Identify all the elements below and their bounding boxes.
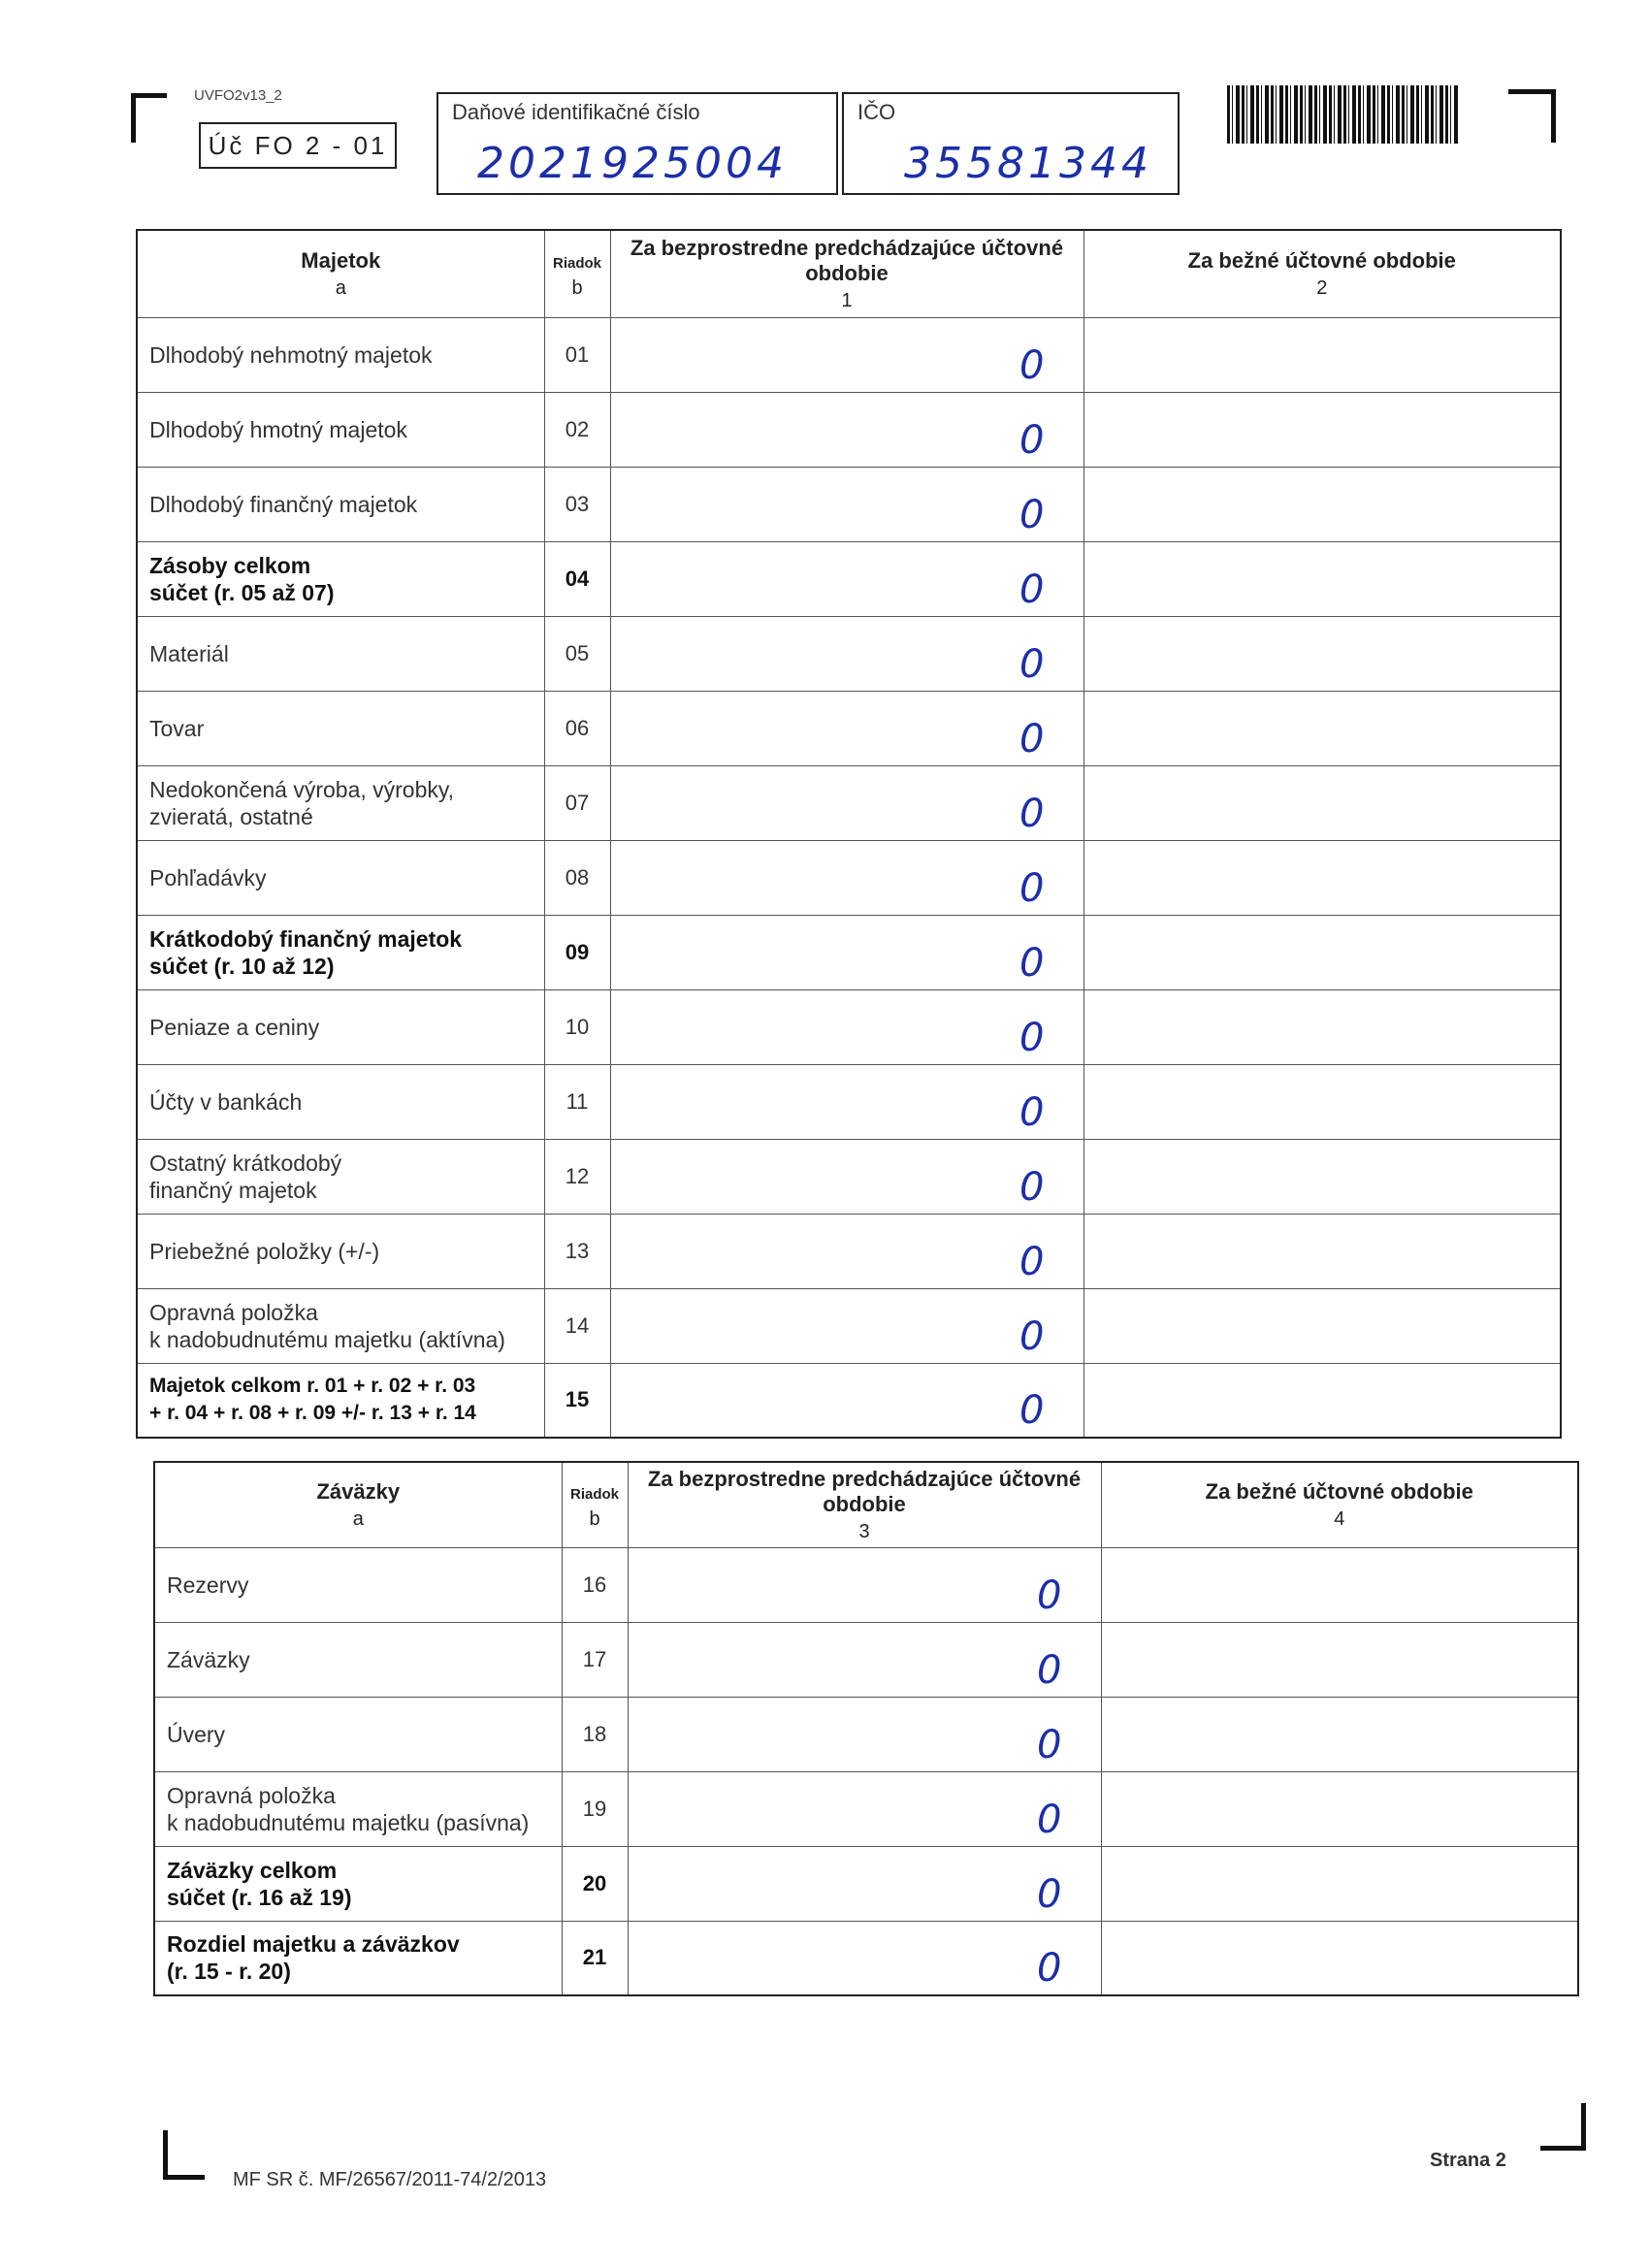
- row-code: 02: [544, 392, 610, 467]
- row-label: Opravná položka k nadobudnutému majetku (aktívna): [137, 1288, 544, 1363]
- prev-value-cell[interactable]: [610, 616, 1083, 691]
- dic-box: [436, 92, 838, 195]
- barcode: [1227, 85, 1460, 144]
- prev-value: 0: [1019, 865, 1045, 911]
- table-row: [137, 1288, 1561, 1363]
- ico-value: 35581344: [904, 139, 1152, 188]
- row-code: 06: [544, 691, 610, 765]
- prev-value-cell[interactable]: [610, 1064, 1083, 1139]
- dic-value: 2021925004: [477, 139, 788, 188]
- prev-value-cell[interactable]: [610, 840, 1083, 915]
- curr-value-cell[interactable]: [1083, 392, 1561, 467]
- row-label: Peniaze a ceniny: [137, 989, 544, 1064]
- liabilities-header-row: [154, 1462, 1578, 1547]
- table-row: [137, 392, 1561, 467]
- prev-value-cell[interactable]: [610, 1288, 1083, 1363]
- row-label: Dlhodobý finančný majetok: [137, 467, 544, 541]
- prev-value-cell[interactable]: [610, 1214, 1083, 1288]
- row-code: 17: [562, 1622, 628, 1697]
- corner-mark-bottom-left: [163, 2130, 205, 2180]
- table-row: [154, 1846, 1578, 1921]
- curr-value-cell[interactable]: [1083, 915, 1561, 989]
- curr-value-cell[interactable]: [1083, 840, 1561, 915]
- table-row: [137, 1214, 1561, 1288]
- prev-value: 0: [1037, 1871, 1062, 1917]
- prev-value-cell[interactable]: [628, 1771, 1101, 1846]
- row-label: Krátkodobý finančný majetok súčet (r. 10 až 12): [137, 915, 544, 989]
- row-code: 18: [562, 1697, 628, 1771]
- table-row: [137, 1139, 1561, 1214]
- row-code: 20: [562, 1846, 628, 1921]
- assets-header-row: [137, 230, 1561, 317]
- prev-value: 0: [1019, 567, 1045, 612]
- row-code: 19: [562, 1771, 628, 1846]
- row-label: Nedokončená výroba, výrobky, zvieratá, ostatné: [137, 765, 544, 840]
- curr-value-cell[interactable]: [1101, 1846, 1578, 1921]
- curr-value-cell[interactable]: [1083, 691, 1561, 765]
- prev-value: 0: [1019, 940, 1045, 986]
- corner-mark-top-left: [131, 93, 167, 143]
- row-code: 08: [544, 840, 610, 915]
- curr-value-cell[interactable]: [1083, 541, 1561, 616]
- table-row: [137, 765, 1561, 840]
- curr-value-cell[interactable]: [1101, 1622, 1578, 1697]
- curr-value-cell[interactable]: [1101, 1771, 1578, 1846]
- row-code: 16: [562, 1547, 628, 1622]
- prev-value-cell[interactable]: [610, 989, 1083, 1064]
- corner-mark-bottom-right: [1540, 2103, 1586, 2151]
- table-row: [137, 541, 1561, 616]
- liabilities-col-b-header: Riadok b: [562, 1462, 628, 1547]
- row-code: 09: [544, 915, 610, 989]
- prev-value: 0: [1037, 1722, 1062, 1767]
- curr-value-cell[interactable]: [1083, 1214, 1561, 1288]
- row-code: 12: [544, 1139, 610, 1214]
- prev-value-cell[interactable]: [628, 1921, 1101, 1995]
- row-label: Úvery: [154, 1697, 562, 1771]
- row-label: Dlhodobý nehmotný majetok: [137, 317, 544, 392]
- row-label: Materiál: [137, 616, 544, 691]
- prev-value: 0: [1037, 1946, 1062, 1991]
- dic-label: Daňové identifikačné číslo: [452, 100, 700, 124]
- table-row: [154, 1771, 1578, 1846]
- prev-value-cell[interactable]: [610, 1139, 1083, 1214]
- row-code: 10: [544, 989, 610, 1064]
- row-label: Zásoby celkom súčet (r. 05 až 07): [137, 541, 544, 616]
- prev-value: 0: [1019, 1089, 1045, 1135]
- row-label: Dlhodobý hmotný majetok: [137, 392, 544, 467]
- row-code: 04: [544, 541, 610, 616]
- prev-value-cell[interactable]: [610, 467, 1083, 541]
- assets-col-2-header: Za bežné účtovné obdobie 2: [1083, 230, 1561, 317]
- prev-value-cell[interactable]: [610, 1363, 1083, 1438]
- row-code: 11: [544, 1064, 610, 1139]
- form-id-box: Úč FO 2 - 01: [199, 122, 397, 169]
- curr-value-cell[interactable]: [1083, 989, 1561, 1064]
- table-row: [154, 1921, 1578, 1995]
- curr-value-cell[interactable]: [1083, 1139, 1561, 1214]
- table-row: [154, 1697, 1578, 1771]
- corner-mark-top-right: [1508, 89, 1556, 143]
- row-label: Rezervy: [154, 1547, 562, 1622]
- curr-value-cell[interactable]: [1101, 1547, 1578, 1622]
- prev-value-cell[interactable]: [610, 765, 1083, 840]
- table-row: [137, 1363, 1561, 1438]
- ico-box: [842, 92, 1180, 195]
- row-code: 21: [562, 1921, 628, 1995]
- prev-value-cell[interactable]: [610, 691, 1083, 765]
- prev-value-cell[interactable]: [628, 1622, 1101, 1697]
- row-label: Účty v bankách: [137, 1064, 544, 1139]
- prev-value: 0: [1019, 492, 1045, 537]
- table-row: [137, 915, 1561, 989]
- page-number: Strana 2: [1430, 2150, 1506, 2171]
- curr-value-cell[interactable]: [1083, 1064, 1561, 1139]
- row-code: 14: [544, 1288, 610, 1363]
- prev-value: 0: [1037, 1797, 1062, 1842]
- table-row: [154, 1622, 1578, 1697]
- row-label: Záväzky: [154, 1622, 562, 1697]
- prev-value-cell[interactable]: [628, 1547, 1101, 1622]
- row-label: Majetok celkom r. 01 + r. 02 + r. 03 + r. 04 + r. 08 + r. 09 +/- r. 13 + r. 14: [137, 1363, 544, 1438]
- row-code: 15: [544, 1363, 610, 1438]
- table-row: [137, 840, 1561, 915]
- prev-value: 0: [1019, 641, 1045, 687]
- liabilities-col-4-header: Za bežné účtovné obdobie 4: [1101, 1462, 1578, 1547]
- assets-table: [136, 229, 1562, 1439]
- curr-value-cell[interactable]: [1083, 765, 1561, 840]
- table-row: [154, 1547, 1578, 1622]
- prev-value: 0: [1019, 1239, 1045, 1284]
- prev-value-cell[interactable]: [628, 1846, 1101, 1921]
- table-row: [137, 989, 1561, 1064]
- prev-value: 0: [1019, 791, 1045, 836]
- row-label: Tovar: [137, 691, 544, 765]
- ico-label: IČO: [857, 100, 896, 124]
- row-label: Opravná položka k nadobudnutému majetku (pasívna): [154, 1771, 562, 1846]
- curr-value-cell[interactable]: [1083, 616, 1561, 691]
- prev-value: 0: [1019, 342, 1045, 388]
- prev-value-cell[interactable]: [610, 915, 1083, 989]
- row-code: 03: [544, 467, 610, 541]
- liabilities-col-a-header: Záväzky a: [154, 1462, 562, 1547]
- curr-value-cell[interactable]: [1083, 1288, 1561, 1363]
- assets-col-b-header: Riadok b: [544, 230, 610, 317]
- curr-value-cell[interactable]: [1101, 1921, 1578, 1995]
- row-label: Priebežné položky (+/-): [137, 1214, 544, 1288]
- liabilities-col-3-header: Za bezprostredne predchádzajúce účtovné obdobie 3: [628, 1462, 1101, 1547]
- assets-col-1-header: Za bezprostredne predchádzajúce účtovné obdobie 1: [610, 230, 1083, 317]
- row-label: Ostatný krátkodobý finančný majetok: [137, 1139, 544, 1214]
- table-row: [137, 467, 1561, 541]
- liabilities-table: [153, 1461, 1579, 1996]
- row-code: 05: [544, 616, 610, 691]
- prev-value: 0: [1037, 1572, 1062, 1618]
- prev-value-cell[interactable]: [610, 317, 1083, 392]
- curr-value-cell[interactable]: [1083, 1363, 1561, 1438]
- footer-reference: MF SR č. MF/26567/2011-74/2/2013: [233, 2169, 547, 2190]
- prev-value: 0: [1019, 1313, 1045, 1359]
- form-code: UVFO2v13_2: [194, 87, 282, 104]
- curr-value-cell[interactable]: [1083, 317, 1561, 392]
- table-row: [137, 317, 1561, 392]
- prev-value: 0: [1019, 1388, 1045, 1433]
- row-label: Záväzky celkom súčet (r. 16 až 19): [154, 1846, 562, 1921]
- prev-value: 0: [1019, 716, 1045, 761]
- prev-value-cell[interactable]: [610, 392, 1083, 467]
- row-code: 01: [544, 317, 610, 392]
- prev-value: 0: [1019, 417, 1045, 463]
- assets-col-a-header: Majetok a: [137, 230, 544, 317]
- row-label: Rozdiel majetku a záväzkov (r. 15 - r. 20): [154, 1921, 562, 1995]
- curr-value-cell[interactable]: [1101, 1697, 1578, 1771]
- prev-value: 0: [1037, 1647, 1062, 1693]
- table-row: [137, 691, 1561, 765]
- prev-value-cell[interactable]: [610, 541, 1083, 616]
- row-code: 07: [544, 765, 610, 840]
- row-code: 13: [544, 1214, 610, 1288]
- table-row: [137, 616, 1561, 691]
- table-row: [137, 1064, 1561, 1139]
- prev-value: 0: [1019, 1164, 1045, 1210]
- prev-value: 0: [1019, 1015, 1045, 1060]
- curr-value-cell[interactable]: [1083, 467, 1561, 541]
- row-label: Pohľadávky: [137, 840, 544, 915]
- prev-value-cell[interactable]: [628, 1697, 1101, 1771]
